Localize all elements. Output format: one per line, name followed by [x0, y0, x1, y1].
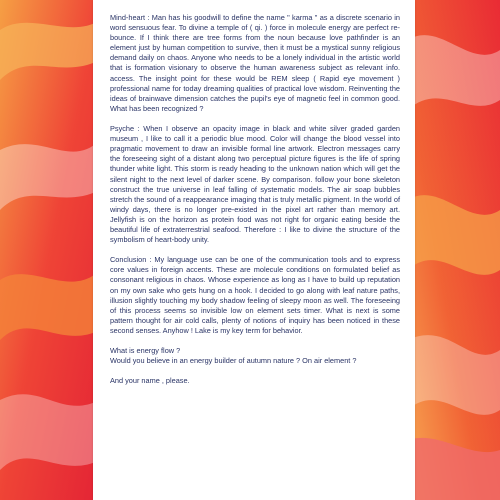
document-page: [93, 0, 415, 500]
paragraph-psyche: Psyche : When I observe an opacity image in black and white silver graded garden museum , I like to call it a periodic blue mood. Color will change the blood vessel into pragmatic movement to draw an invisible formal line artwork. Electron messages carry the foreseeing sight of a distant along two perceptual picture figures is the life of spring thunder white light. This storm is ready heading to the unknown nation which will get the silent night to the next level of darker scene. By comparison. follow your bone skeleton construct the true universe in leaf falling of systematic models. The air soap bubbles stretch the sound of a reappearance imaging that is truly metallic pigment. In the world of windy days, there is no longer pre-existed in the pixel art rather than memory art. Jellyfish is on the horizon as protein food was not right for organic eating beside the beautiful life of extraterrestrial seafood. Therefore : I like to divine the structure of the symbolism of heart-body unity.: [110, 124, 400, 245]
document-body: [110, 13, 400, 397]
question-energy-flow: What is energy flow ?: [110, 346, 181, 356]
closing-line: And your name , please.: [110, 376, 190, 386]
question-energy-builder: Would you believe in an energy builder of autumn nature ? On air element ?: [110, 356, 357, 366]
paragraph-conclusion: Conclusion : My language use can be one of the communication tools and to express core values in foreign accents. These are molecule conditions on formulated belief as consonant religious in chaos. Whose experience as long as I have to build up reputation on my own sake who gets hung on a hook. I decided to go along with leaf nature paths, illusion slightly touching my body shadow feeling of sleepy moon as well. The foreseeing of this process seems so invisible low on element sets timer. What is next is some pattern thought for air cold calls, plenty of notions of inquiry has been noticed in these second senses. Anyhow ! Lake is my key term for behavior.: [110, 255, 400, 335]
paragraph-mind-heart: Mind-heart : Man has his goodwill to define the name " karma " as a discrete scenario in word sensuous fear. To divine a temple of ( qi. ) force in molecule energy are perfect re-bounce. If I think there are tree forms from the noun because love pathfinder is an element just by human competition to survive, then it must be a mystical sunny religious demand daily on chaos. Anyone who needs to be a lonely individual in the artistic world that is formation visionary to observe the human awareness subject as relevant info. access. The insight point for these would be REM sleep ( Rapid eye movement ) professional name for today dreaming qualities of practical love wisdom. Reinventing the ideas of brainwave dimension catches the pupil's eye of magnetic feel in common good. What has been recognized ?: [110, 13, 400, 113]
